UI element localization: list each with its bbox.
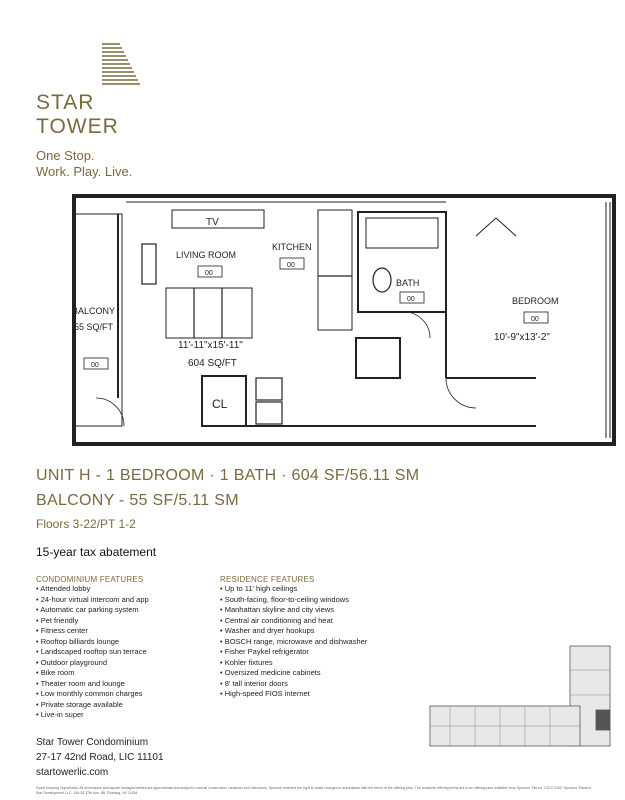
- brand-name-line1: STAR: [36, 91, 95, 114]
- closet-label: CL: [212, 397, 228, 411]
- building-name: Star Tower Condominium: [36, 737, 149, 748]
- list-item: • Oversized medicine cabinets: [220, 668, 400, 679]
- floors-info: Floors 3-22/PT 1-2: [36, 517, 136, 531]
- list-item: • Washer and dryer hookups: [220, 626, 400, 637]
- legal-disclaimer: Equal Housing Opportunity. All dimensions and square footages/meters are approximate and subject to normal construction variances and tolerances. Sponsor reserves the right to make changes in accordance with the terms of the offering plan. The complete offering terms are in an offering plan available from Sponsor. File no. CD17-0102. Sponsor: Eastern Star Development LLC, 136-33 37th Ave, 6B, Flushing, NY 11354.: [36, 786, 591, 795]
- living-room-label: LIVING ROOM: [176, 250, 237, 260]
- floor-plan: [66, 188, 622, 450]
- list-item: • Pet friendly: [36, 616, 216, 627]
- list-item: • 24-hour virtual intercom and app: [36, 595, 216, 606]
- unit-title: UNIT H - 1 BEDROOM · 1 BATH · 604 SF/56.11 SM: [36, 467, 420, 484]
- list-item: • Attended lobby: [36, 584, 216, 595]
- list-item: • 8' tall interior doors: [220, 679, 400, 690]
- brand-name: [36, 91, 119, 139]
- list-item: • Theater room and lounge: [36, 679, 216, 690]
- tax-abatement: 15-year tax abatement: [36, 545, 157, 559]
- list-item: • Kohler fixtures: [220, 658, 400, 669]
- list-item: • Rooftop billiards lounge: [36, 637, 216, 648]
- residence-features-heading: RESIDENCE FEATURES: [220, 575, 315, 584]
- balcony-title: BALCONY - 55 SF/5.11 SM: [36, 492, 239, 509]
- list-item: • Low monthly common charges: [36, 689, 216, 700]
- condominium-features: [36, 575, 216, 721]
- tagline-line2: Work. Play. Live.: [36, 164, 133, 179]
- condominium-features-list: [36, 584, 216, 721]
- list-item: • Up to 11' high ceilings: [220, 584, 400, 595]
- residence-features-list: [220, 584, 400, 700]
- living-room-code: 00: [205, 270, 213, 277]
- website-link[interactable]: startowerlic.com: [36, 767, 109, 778]
- balcony-sqft: 55 SQ/FT: [74, 322, 114, 332]
- bath-label: BATH: [396, 278, 420, 288]
- brand-name-line2: TOWER: [36, 115, 119, 138]
- bedroom-dims: 10'-9"x13'-2": [494, 332, 550, 343]
- residence-features: [220, 575, 400, 700]
- list-item: • Private storage available: [36, 700, 216, 711]
- list-item: • Outdoor playground: [36, 658, 216, 669]
- tv-label: TV: [206, 217, 219, 228]
- list-item: • Bike room: [36, 668, 216, 679]
- address-block: [36, 735, 164, 780]
- balcony-code: 00: [91, 362, 99, 369]
- living-room-dims: 11'-11"x15'-11": [178, 340, 243, 351]
- bedroom-label: BEDROOM: [512, 296, 559, 306]
- list-item: • Fitness center: [36, 626, 216, 637]
- balcony-label: BALCONY: [72, 306, 116, 316]
- list-item: • South-facing, floor-to-ceiling windows: [220, 595, 400, 606]
- kitchen-code: 00: [287, 262, 295, 269]
- building-key-plan: [420, 640, 620, 760]
- list-item: • BOSCH range, microwave and dishwasher: [220, 637, 400, 648]
- list-item: • Live-in super: [36, 710, 216, 721]
- tagline-line1: One Stop.: [36, 148, 95, 163]
- list-item: • Fisher Paykel refrigerator: [220, 647, 400, 658]
- bath-code: 00: [407, 296, 415, 303]
- list-item: • Automatic car parking system: [36, 605, 216, 616]
- star-tower-logo-icon: [100, 40, 142, 86]
- list-item: • High-speed FIOS internet: [220, 689, 400, 700]
- kitchen-label: KITCHEN: [272, 242, 312, 252]
- condominium-features-heading: CONDOMINIUM FEATURES: [36, 575, 144, 584]
- living-room-sqft: 604 SQ/FT: [188, 358, 237, 369]
- brand-tagline: [36, 148, 132, 180]
- street-address: 27-17 42nd Road, LIC 11101: [36, 752, 164, 763]
- list-item: • Central air conditioning and heat: [220, 616, 400, 627]
- bedroom-code: 00: [531, 316, 539, 323]
- list-item: • Manhattan skyline and city views: [220, 605, 400, 616]
- list-item: • Landscaped rooftop sun terrace: [36, 647, 216, 658]
